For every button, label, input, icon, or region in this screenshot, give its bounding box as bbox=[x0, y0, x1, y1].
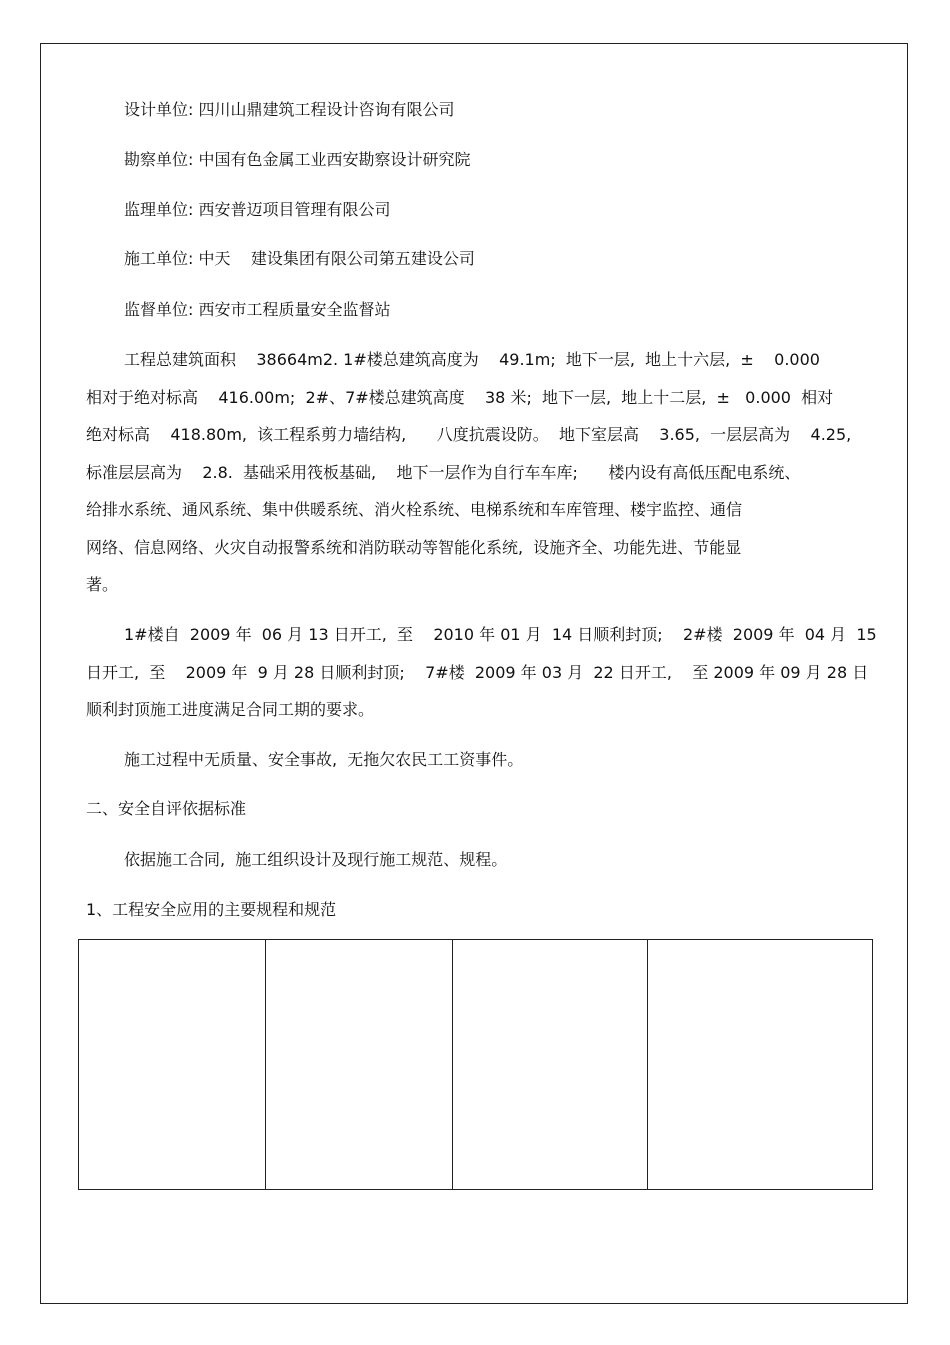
schedule-line: 1#楼自 2009 年 06 月 13 日开工, 至 2010 年 01 月 14 日顺利封顶; 2#楼 2009 年 04 月 15 bbox=[124, 625, 877, 644]
overview-line: 相对于绝对标高 416.00m; 2#、7#楼总建筑高度 38 米; 地下一层, 地上十二层, ± 0.000 相对 bbox=[86, 387, 834, 407]
overview-line: 绝对标高 418.80m, 该工程系剪力墙结构, 八度抗震设防。 地下室层高 3.65, 一层层高为 4.25, bbox=[86, 425, 852, 444]
overview-line: 标准层层高为 2.8. 基础采用筏板基础, 地下一层作为自行车车库; 楼内设有高低压配电系统、 bbox=[86, 462, 801, 482]
design-unit: 设计单位: 四川山鼎建筑工程设计咨询有限公司 bbox=[124, 100, 455, 119]
survey-unit: 勘察单位: 中国有色金属工业西安勘察设计研究院 bbox=[124, 150, 471, 169]
schedule-paragraph bbox=[86, 625, 876, 738]
table-cell bbox=[266, 940, 453, 1190]
schedule-line: 顺利封顶施工进度满足合同工期的要求。 bbox=[86, 700, 375, 719]
subsection-heading: 1、工程安全应用的主要规程和规范 bbox=[86, 900, 337, 919]
table-cell bbox=[648, 940, 873, 1190]
overview-line: 给排水系统、通风系统、集中供暖系统、消火栓系统、电梯系统和车库管理、楼宇监控、通信 bbox=[86, 500, 743, 519]
regulations-table bbox=[78, 939, 873, 1190]
schedule-line: 日开工, 至 2009 年 9 月 28 日顺利封顶; 7#楼 2009 年 03 月 22 日开工, 至 2009 年 09 月 28 日 bbox=[86, 662, 869, 682]
overview-line: 工程总建筑面积 38664m2. 1#楼总建筑高度为 49.1m; 地下一层, 地上十六层, ± 0.000 bbox=[124, 350, 820, 369]
table-cell bbox=[453, 940, 648, 1190]
overview-line: 著。 bbox=[86, 575, 119, 594]
overview-line: 网络、信息网络、火灾自动报警系统和消防联动等智能化系统, 设施齐全、功能先进、节能显 bbox=[86, 537, 742, 557]
safety-statement: 施工过程中无质量、安全事故, 无拖欠农民工工资事件。 bbox=[124, 750, 524, 769]
table-cell bbox=[79, 940, 266, 1190]
table-row bbox=[79, 940, 873, 1190]
supervision-unit: 监理单位: 西安普迈项目管理有限公司 bbox=[124, 200, 391, 219]
project-overview-paragraph bbox=[86, 350, 876, 613]
section-heading: 二、安全自评依据标准 bbox=[86, 799, 247, 818]
construction-unit: 施工单位: 中天 建设集团有限公司第五建设公司 bbox=[124, 249, 475, 268]
basis-statement: 依据施工合同, 施工组织设计及现行施工规范、规程。 bbox=[124, 850, 508, 869]
oversight-unit: 监督单位: 西安市工程质量安全监督站 bbox=[124, 300, 391, 319]
